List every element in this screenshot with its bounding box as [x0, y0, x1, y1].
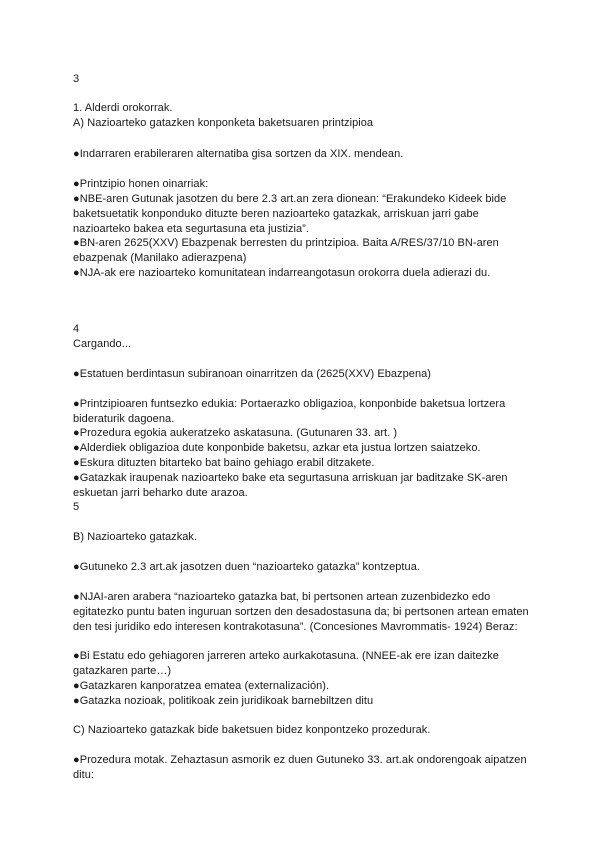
bullet-line: ●Prozedura motak. Zehaztasun asmorik ez duen Gutuneko 33. art.ak ondorengoak aipatzen — [73, 754, 527, 766]
bullet-line: ●Prozedura egokia aukeratzeko askatasuna. (Gutunaren 33. art. ) — [73, 427, 398, 439]
bullet-line: ●BN-aren 2625(XXV) Ebazpenak berresten du printzipioa. Baita A/RES/37/10 BN-aren — [73, 237, 499, 249]
text-line: baketsuetatik konponduko dituzte beren nazioarteko gatazkak, arriskuan jarri gabe — [73, 208, 479, 220]
text-line: ebazpenak (Manilako adierazpena) — [73, 252, 247, 264]
text-line: ditu: — [73, 769, 95, 781]
subsection-heading: C) Nazioarteko gatazkak bide baketsuen bidez konpontzeko prozedurak. — [73, 724, 431, 736]
bullet-line: ●Bi Estatu edo gehiagoren jarreren arteko aurkakotasuna. (NNEE-ak ere izan daitezke — [73, 650, 499, 662]
bullet-line: ●Gatazkak iraupenak nazioarteko bake eta segurtasuna arriskuan jar baditzake SK-aren — [73, 472, 508, 484]
page-number: 5 — [73, 501, 80, 513]
bullet-line: ●Printzipio honen oinarriak: — [73, 178, 209, 190]
section-heading: 1. Alderdi orokorrak. — [73, 102, 173, 114]
bullet-line: ●Gatazkaren kanporatzea ematea (externalización). — [73, 680, 330, 692]
bullet-line: ●Printzipioaren funtsezko edukia: Portaerazko obligazioa, konponbide baketsua lortzera — [73, 398, 506, 410]
text-line: eskuetan jarri beharko dute arazoa. — [73, 487, 248, 499]
bullet-line: ●Gatazka nozioak, politikoak zein juridikoak barnebiltzen ditu — [73, 695, 374, 707]
bullet-line: ●NJAI-aren arabera “nazioarteko gatazka bat, bi pertsonen artean zuzenbidezko edo — [73, 591, 491, 603]
page-number: 4 — [73, 323, 80, 335]
bullet-line: ●Indarraren erabileraren alternatiba gisa sortzen da XIX. mendean. — [73, 148, 404, 160]
subsection-heading: B) Nazioarteko gatazkak. — [73, 531, 198, 543]
text-line: gatazkaren parte…) — [73, 665, 172, 677]
bullet-line: ●NBE-aren Gutunak jasotzen du bere 2.3 art.an zera dionean: “Erakundeko Kideek bide — [73, 193, 507, 205]
bullet-line: ●Estatuen berdintasun subiranoan oinarritzen da (2625(XXV) Ebazpena) — [73, 368, 431, 380]
loading-text: Cargando... — [73, 338, 132, 350]
text-line: egitatezko puntu baten inguruan sortzen den desadostasuna da; bi pertsonen artean ematen — [73, 606, 529, 618]
bullet-line: ●Alderdiek obligazioa dute konponbide baketsu, azkar eta justua lortzen saiatzeko. — [73, 442, 481, 454]
text-line: nazioarteko bakea eta segurtasuna eta justizia”. — [73, 223, 309, 235]
text-line: bideraturik dagoena. — [73, 413, 175, 425]
subsection-heading: A) Nazioarteko gatazken konponketa baketsuaren printzipioa — [73, 117, 374, 129]
text-line: den tesi juridiko edo interesen kontrakotasuna”. (Concesiones Mavrommatis- 1924) Beraz: — [73, 621, 518, 633]
bullet-line: ●Eskura dituzten bitarteko bat baino gehiago erabil ditzakete. — [73, 457, 375, 469]
page-number: 3 — [73, 73, 80, 85]
bullet-line: ●NJA-ak ere nazioarteko komunitatean indarreangotasun orokorra duela adierazi du. — [73, 267, 491, 279]
bullet-line: ●Gutuneko 2.3 art.ak jasotzen duen “nazioarteko gatazka” kontzeptua. — [73, 561, 420, 573]
